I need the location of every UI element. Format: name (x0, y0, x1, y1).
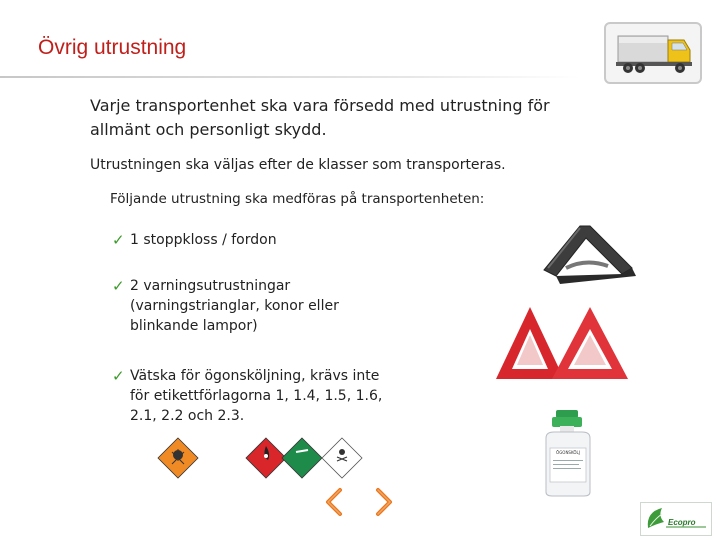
title-divider (0, 76, 580, 78)
checkmark-icon: ✓ (112, 367, 125, 385)
equipment-heading: Följande utrustning ska medföras på transportenheten: (110, 191, 485, 207)
previous-slide-button[interactable] (322, 487, 346, 517)
eyewash-bottle-image (538, 408, 602, 498)
wheel-chock-image (536, 218, 644, 288)
bottle-label: ÖGONSKÖLJ (556, 450, 580, 455)
list-item-text: 1 stoppkloss / fordon (130, 232, 277, 248)
list-item-text: Vätska för ögonsköljning, krävs inte för etikettförlagorna 1, 1.4, 1.5, 1.6, 2.1, 2.2 och 2.3. (130, 368, 383, 424)
next-slide-button[interactable] (372, 487, 396, 517)
intro-paragraph: Varje transportenhet ska vara försedd med utrustning för allmänt och personligt skydd. (90, 96, 550, 139)
chevron-right-icon (372, 487, 396, 517)
slide-title: Övrig utrustning (38, 36, 187, 59)
checkmark-icon: ✓ (112, 277, 125, 295)
chevron-left-icon (322, 487, 346, 517)
list-item-text: 2 varningsutrustningar (varningstrianglar, konor eller blinkande lampor) (130, 278, 339, 334)
truck-icon (604, 22, 702, 84)
warning-triangle-image (494, 303, 634, 385)
selection-paragraph: Utrustningen ska väljas efter de klasser som transporteras. (90, 157, 506, 173)
hazard-labels-image (156, 437, 366, 479)
logo-text: Ecopro (668, 518, 696, 527)
checkmark-icon: ✓ (112, 231, 125, 249)
